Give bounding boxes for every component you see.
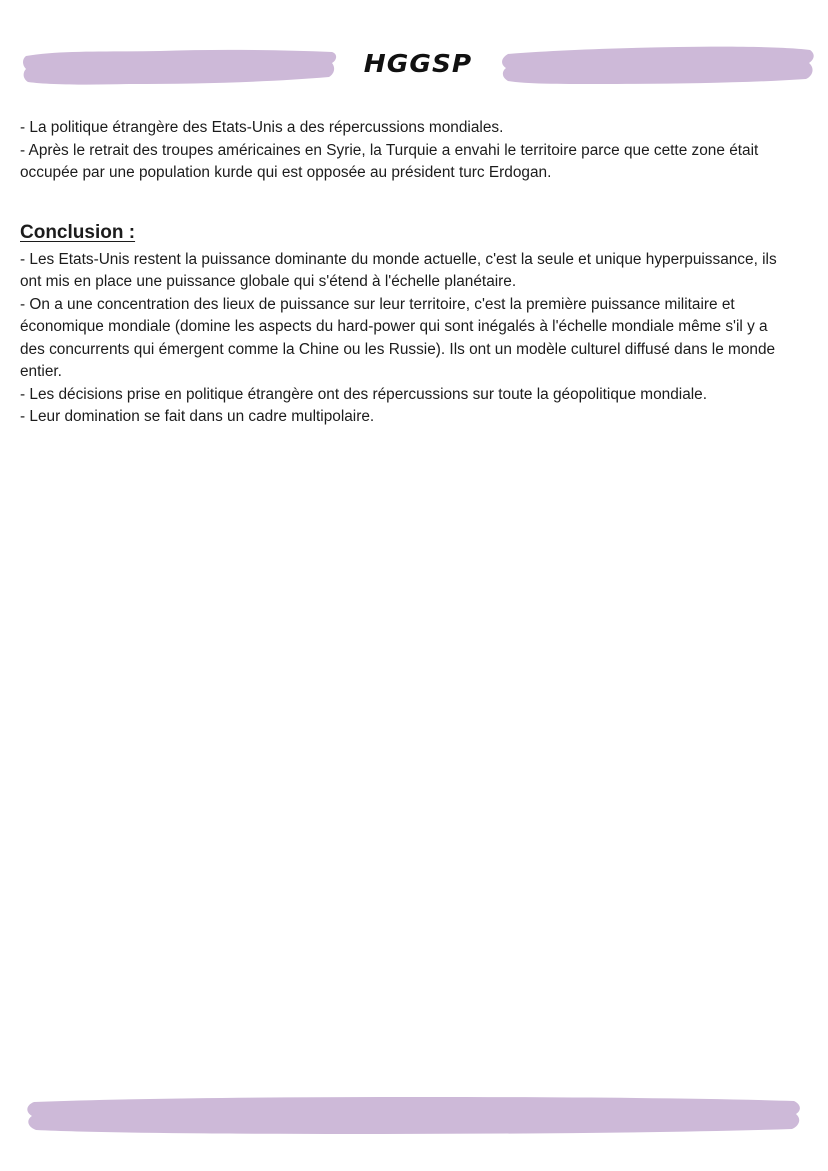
conclusion-paragraph: - On a une concentration des lieux de puissance sur leur territoire, c'est la première puissance militaire et économique mondiale (domine les aspects du hard-power qui sont inégalés à l'échelle mondiale même s'il y a des concurrents qui émergent comme la Chine ou les Russie). Ils ont un modèle culturel diffusé dans le monde entier. [20,295,776,380]
conclusion-paragraph: - Les décisions prise en politique étrangère ont des répercussions sur toute la géopolitique mondiale. [20,385,708,403]
page-title: HGGSP [363,49,473,78]
conclusion-section [20,220,790,429]
intro-paragraph: - Après le retrait des troupes américaines en Syrie, la Turquie a envahi le territoire parce que cette zone était occupée par une population kurde qui est opposée au président turc Erdogan. [20,141,759,181]
brush-stroke [27,1097,800,1134]
brush-stroke [23,50,336,85]
footer-brush [22,1092,804,1138]
intro-section [20,117,790,185]
conclusion-heading: Conclusion : [20,221,136,243]
intro-paragraph: - La politique étrangère des Etats-Unis a des répercussions mondiales. [20,119,504,136]
brush-stroke [502,47,814,84]
conclusion-paragraph: - Leur domination se fait dans un cadre multipolaire. [20,408,375,425]
header-brush-right [498,42,816,88]
conclusion-paragraph: - Les Etats-Unis restent la puissance dominante du monde actuelle, c'est la seule et unique hyperpuissance, ils ont mis en place une puissance globale qui s'étend à l'échelle planétaire. [20,250,777,290]
header-brush-left [20,44,338,88]
document-body [20,117,790,429]
